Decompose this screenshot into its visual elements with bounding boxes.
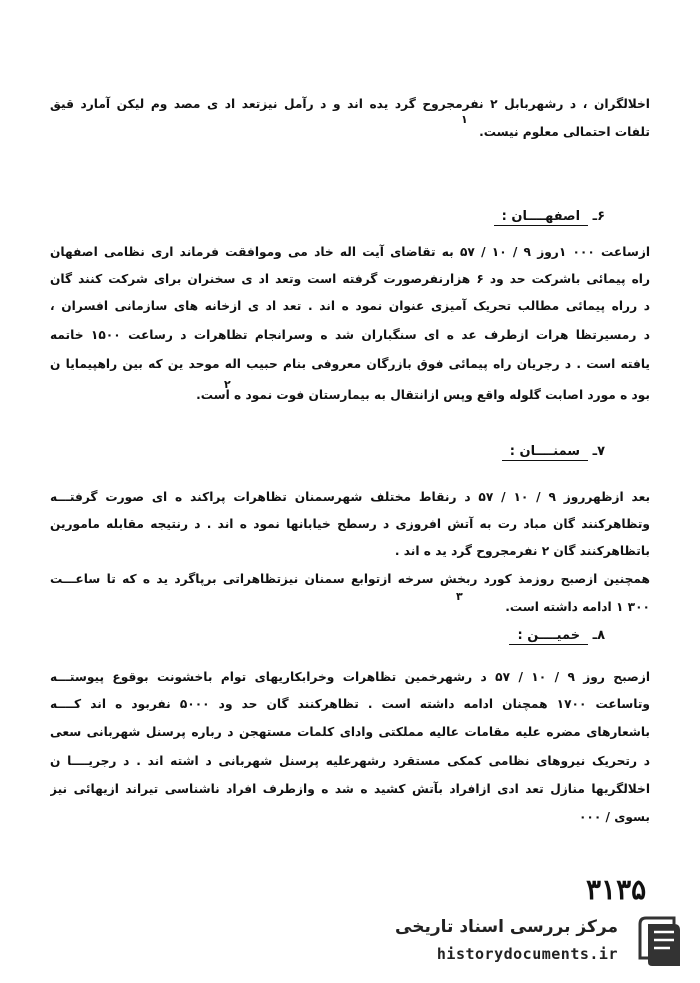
page-number: ۳۱۳۵ xyxy=(586,873,647,906)
section-title: اصفهــــان : xyxy=(494,209,588,226)
intro-line-2: تلفات احتمالی معلوم نیست. xyxy=(479,125,650,139)
section-line: ازساعت ۰۰۰ ۱روز ۹ / ۱۰ / ۵۷ به تقاضای آیت اله خاد می وموافقت فرماند اری نظامی اصفهان xyxy=(50,245,650,259)
watermark-org-name: مرکز بررسی اسناد تاریخی xyxy=(395,917,618,937)
archive-logo-icon xyxy=(630,910,688,968)
section-line: ازصبح روز ۹ / ۱۰ / ۵۷ د رشهرخمین تظاهرات وخرابکاریهای توام باخشونت بوقوع پیوستـــه xyxy=(50,670,650,684)
section-line: باشعارهای مضره علیه مقامات عالیه مملکتی وادای کلمات مستهجن د رباره پرسنل شهربانی سعی xyxy=(50,725,650,739)
section-number: ۶ـ xyxy=(592,209,605,224)
section-line: وتاساعت ۱۷۰۰ همچنان ادامه داشته است . تظاهرکنند گان حد ود ۵۰۰۰ نفربود ه اند کــــه xyxy=(50,697,650,711)
section-line: د رتحریک نیروهای نظامی کمکی مستقرد رشهرعلیه پرسنل شهربانی د اشته اند . د رجریــــا ن xyxy=(50,754,650,768)
section-title: سمنــــان : xyxy=(502,444,588,461)
footnote-mark: ۳ xyxy=(456,590,463,603)
section-line: بود ه مورد اصابت گلوله واقع وپس ازانتقال به بیمارستان فوت نمود ه است. xyxy=(196,388,650,402)
section-line: یافته است . د رجریان راه پیمائی فوق بازرگان معروفی بنام حبیب اله موحد ین که بین راهپیمایا ن xyxy=(50,357,650,371)
section-line: د رمسیرتظا هرات ازطرف عد ه ای سنگباران شد ه وسرانجام تظاهرات د رساعت ۱۵۰۰ خاتمه xyxy=(50,328,650,342)
footnote-mark: ۲ xyxy=(224,378,231,391)
section-heading-semnan xyxy=(502,442,605,462)
section-line: بعد ازظهرروز ۹ / ۱۰ / ۵۷ د رنقاط مختلف شهرسمنان تظاهرات پراکند ه ای صورت گرفتـــه xyxy=(50,490,650,504)
section-line: اخلالگریها منازل تعد ادی ازافراد بآتش کشید ه شد ه وازطرف افراد ناشناسی تیراند ازیهائی نیز xyxy=(50,782,650,796)
section-number: ۷ـ xyxy=(592,444,605,459)
watermark-site: historydocuments.ir xyxy=(436,945,618,963)
intro-line-1: اخلالگران ، د رشهربابل ۲ نفرمجروح گرد یده اند و د رآمل نیزتعد اد ی مصد وم لیکن آمارد قیق xyxy=(50,97,650,111)
section-number: ۸ـ xyxy=(592,628,605,643)
continuation-line: بسوی / ۰۰۰ xyxy=(578,810,650,824)
section-line: باتظاهرکنند گان ۲ نفرمجروح گرد ید ه اند . xyxy=(394,544,650,558)
section-title: خمیــــن : xyxy=(509,628,588,645)
section-heading-isfahan xyxy=(494,207,605,227)
section-line: همچنین ازصبح روزمذ کورد ربخش سرخه ازتوابع سمنان نیزتظاهراتی برپاگرد ید ه که تا ساعـــت xyxy=(50,572,650,586)
section-heading-khomein xyxy=(509,626,605,646)
section-line: وتظاهرکنند گان مباد رت به آتش افروزی د رسطح خیابانها نمود ه اند . د رنتیجه مقابله مامورین xyxy=(50,517,650,531)
section-line: ۳۰۰ ۱ ادامه داشته است. xyxy=(505,600,650,614)
section-line: د رراه پیمائی مطالب تحریک آمیزی عنوان نمود ه اند . تعد اد ی ازخانه های سازمانی افسران ، xyxy=(50,299,650,313)
section-line: راه پیمائی باشرکت حد ود ۶ هزارنفرصورت گرفته است وتعد اد ی سخنران برای شرکت کنند گان xyxy=(50,272,650,286)
footnote-mark: ۱ xyxy=(461,113,468,126)
